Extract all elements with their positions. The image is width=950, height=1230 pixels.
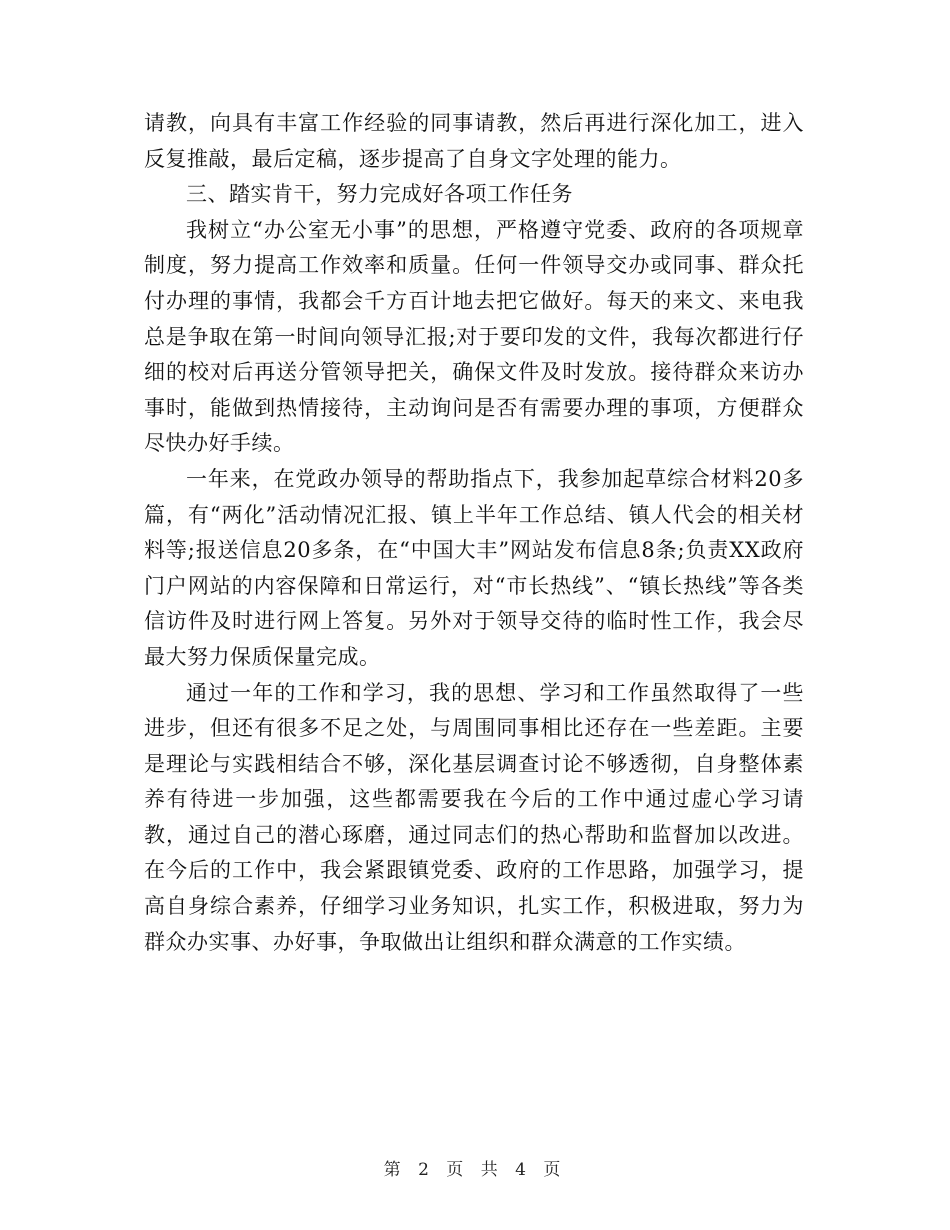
- paragraph: 通过一年的工作和学习，我的思想、学习和工作虽然取得了一些进步，但还有很多不足之处，与周围同事相比还存在一些差距。主要是理论与实践相结合不够，深化基层调查讨论不够透彻，自身整体素养有待进一步加强，这些都需要我在今后的工作中通过虚心学习请教，通过自己的潜心琢磨，通过同志们的热心帮助和监督加以改进。在今后的工作中，我会紧跟镇党委、政府的工作思路，加强学习，提高自身综合素养，仔细学习业务知识，扎实工作，积极进取，努力为群众办实事、办好事，争取做出让组织和群众满意的工作实绩。: [144, 680, 804, 954]
- paragraph-continuation: 请教，向具有丰富工作经验的同事请教，然后再进行深化加工，进入反复推敲，最后定稿，逐步提高了自身文字处理的能力。: [144, 111, 804, 171]
- section-heading: 三、踏实肯干，努力完成好各项工作任务: [186, 182, 573, 207]
- paragraph: 一年来，在党政办领导的帮助指点下，我参加起草综合材料20多篇，有“两化”活动情况汇报、镇上半年工作总结、镇人代会的相关材料等;报送信息20多条，在“中国大丰”网站发布信息8条;负责XX政府门户网站的内容保障和日常运行，对“市长热线”、“镇长热线”等各类信访件及时进行网上答复。另外对于领导交待的临时性工作，我会尽最大努力保质保量完成。: [144, 466, 804, 669]
- paragraph: 我树立“办公室无小事”的思想，严格遵守党委、政府的各项规章制度，努力提高工作效率和质量。任何一件领导交办或同事、群众托付办理的事情，我都会千方百计地去把它做好。每天的来文、来电我总是争取在第一时间向领导汇报;对于要印发的文件，我每次都进行仔细的校对后再送分管领导把关，确保文件及时发放。接待群众来访办事时，能做到热情接待，主动询问是否有需要办理的事项，方便群众尽快办好手续。: [144, 217, 804, 456]
- page-footer: 第 2 页 共 4 页: [383, 1160, 567, 1180]
- document-body: [144, 106, 804, 960]
